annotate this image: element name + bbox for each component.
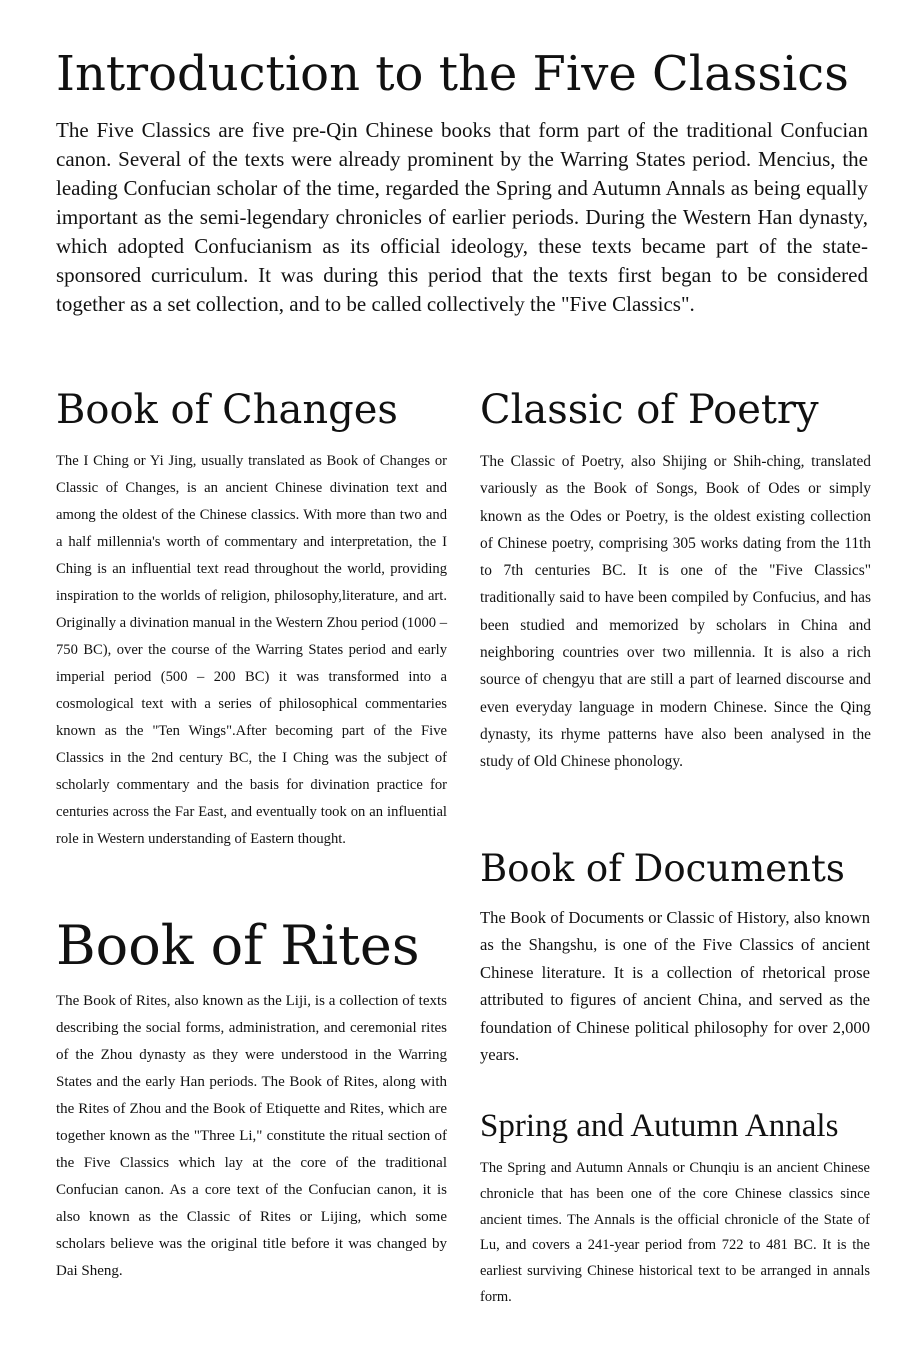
section-body-documents: The Book of Documents or Classic of History, also known as the Shangshu, is one of the Five Classics of ancient Chinese literature. It is a collection of rhetorical prose attributed to figures of ancient China, and served as the foundation of Chinese political philosophy for over 2,000 years. [480, 908, 870, 1065]
section-title-poetry: Classic of Poetry [480, 387, 819, 433]
section-title-documents: Book of Documents [480, 847, 845, 890]
section-spring-autumn-annals [480, 1102, 870, 1311]
section-body-annals: The Spring and Autumn Annals or Chunqiu is an ancient Chinese chronicle that has been one of the core Chinese classics since ancient times. The Annals is the official chronicle of the State of Lu, and covers a 241-year period from 722 to 481 BC. It is the earliest surviving Chinese historical text to be arranged in annals form. [480, 1160, 870, 1305]
section-body-poetry: The Classic of Poetry, also Shijing or Shih-ching, translated variously as the Book of Songs, Book of Odes or simply known as the Odes or Poetry, is the oldest existing collection of Chinese poetry, comprising 305 works dating from the 11th to 7th centuries BC. It is one of the "Five Classics" traditionally said to have been compiled by Confucius, and has been studied and memorized by scholars in China and neighboring countries over two millennia. It is also a rich source of chengyu that are still a part of learned discourse and even everyday language in modern Chinese. Since the Qing dynasty, its rhyme patterns have also been analysed in the study of Old Chinese phonology. [480, 453, 871, 771]
page-title: Introduction to the Five Classics [56, 46, 849, 102]
section-body-rites: The Book of Rites, also known as the Liji, is a collection of texts describing the social forms, administration, and ceremonial rites of the Zhou dynasty as they were understood in the Warring States and the early Han periods. The Book of Rites, along with the Rites of Zhou and the Book of Etiquette and Rites, which are together known as the "Three Li," constitute the ritual section of the Five Classics which lay at the core of the traditional Confucian canon. As a core text of the Confucian canon, it is also known as the Classic of Rites or Lijing, which some scholars believe was the original title before it was changed by Dai Sheng. [56, 993, 447, 1279]
section-classic-of-poetry [480, 378, 871, 776]
section-title-rites: Book of Rites [56, 914, 420, 977]
section-title-changes: Book of Changes [56, 387, 398, 433]
section-book-of-rites [56, 908, 447, 1285]
section-book-of-documents [480, 838, 870, 1068]
intro-section [56, 40, 868, 319]
section-book-of-changes [56, 378, 447, 853]
section-body-changes: The I Ching or Yi Jing, usually translated as Book of Changes or Classic of Changes, is an ancient Chinese divination text and among the oldest of the Chinese classics. With more than two and a half millennia's worth of commentary and interpretation, the I Ching is an influential text read throughout the world, providing inspiration to the worlds of religion, philosophy,literature, and art. Originally a divination manual in the Western Zhou period (1000 – 750 BC), over the course of the Warring States period and early imperial period (500 – 200 BC) it was transformed into a cosmological text with a series of philosophical commentaries known as the "Ten Wings".After becoming part of the Five Classics in the 2nd century BC, the I Ching was the subject of scholarly commentary and the basis for divination practice for centuries across the Far East, and eventually took on an influential role in Western understanding of Eastern thought. [56, 453, 447, 847]
intro-paragraph: The Five Classics are five pre-Qin Chinese books that form part of the traditional Confucian canon. Several of the texts were already prominent by the Warring States period. Mencius, the leading Confucian scholar of the time, regarded the Spring and Autumn Annals as being equally important as the semi-legendary chronicles of earlier periods. During the Western Han dynasty, which adopted Confucianism as its official ideology, these texts became part of the state-sponsored curriculum. It was during this period that the texts first began to be considered together as a set collection, and to be called collectively the "Five Classics". [56, 118, 868, 316]
section-title-annals: Spring and Autumn Annals [480, 1108, 839, 1144]
